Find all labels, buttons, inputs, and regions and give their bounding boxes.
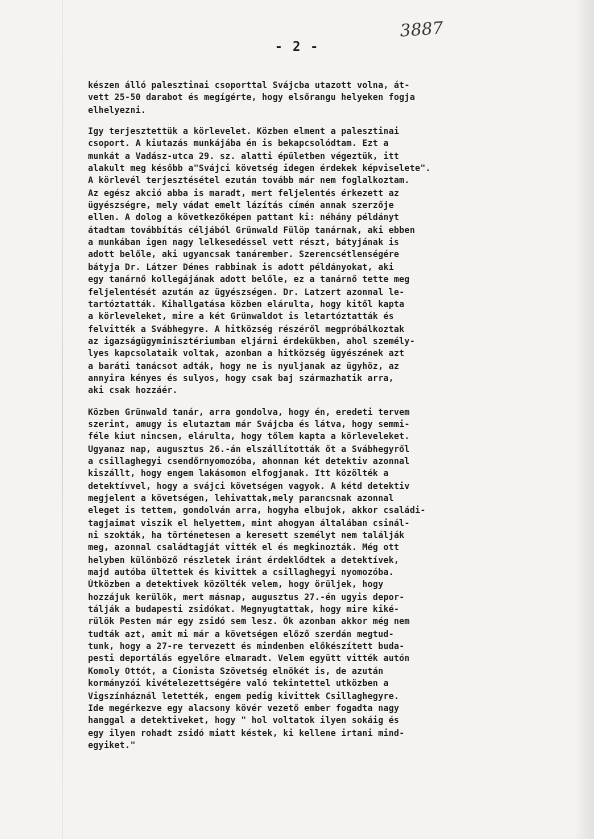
text-line: lyes kapcsolataik voltak, azonban a hitközség ügyészének azt: [88, 349, 405, 360]
archive-number: 3887: [399, 18, 444, 42]
text-line: tudták azt, amit mi már a követségen előző szerdán megtud-: [88, 629, 394, 640]
text-line: alakult meg később a"Svájci követség idegen érdekek képviselete".: [88, 164, 431, 175]
text-line: A körlevél terjesztésétel ezután tovább már nem foglalkoztam.: [88, 176, 410, 187]
text-line: detektívvel, hogy a svájci követségen vagyok. A kétd detektiv: [88, 481, 410, 492]
text-line: munkát a Vadász-utca 29. sz. alatti épületben végeztük, itt: [88, 151, 400, 162]
page-number: - 2 -: [274, 40, 320, 55]
text-line: rülök Pesten már egy zsidó sem lesz. Ők azonban akkor még nem: [88, 617, 410, 628]
text-line: a csillaghegyi csendőrnyomozóba, ahonnan két detektiv azonnal: [88, 456, 410, 467]
text-line: adott belőle, aki ugyancsak tanárember. Szerencsétlenségére: [88, 250, 400, 261]
text-line: szerint, amugy is elutaztam már Svájcba és látva, hogy semmi-: [88, 419, 410, 430]
paragraph: [88, 126, 578, 398]
text-line: helyben különböző részletek iránt érdeklődtek a detektívek,: [88, 555, 400, 566]
text-line: Vigszínháznál letették, engem pedig kivittek Csillaghegyre.: [88, 691, 400, 702]
text-line: féle kiut nincsen, elárulta, hogy tőlem kapta a körleveleket.: [88, 432, 410, 443]
text-line: felvitték a Svábhegyre. A hitközség részéről megpróbálkoztak: [88, 324, 405, 335]
paragraph: [88, 80, 578, 117]
text-line: a körleveleket, mire a két Grünwaldot is letartóztatták és: [88, 312, 394, 323]
text-line: csoport. A kiutazás munkájába én is bekapcsolódtam. Ezt a: [88, 139, 389, 150]
text-line: hanggal a detektiveket, hogy " hol voltatok ilyen sokáig és: [88, 716, 400, 727]
text-line: majd autóba ültettek és kivittek a csillaghegyi nyomozóba.: [88, 568, 394, 579]
text-line: tagjaimat viszik el helyettem, mint ahogyan általában csinál-: [88, 518, 410, 529]
text-line: tunk, hogy a 27-re tervezett és mindenben előkészített buda-: [88, 642, 405, 653]
text-line: az igazságügyminisztériumban eljárni érdekükben, ahol személy-: [88, 336, 415, 347]
text-line: Ugyanaz nap, augusztus 26.-án elszállították őt a Svábhegyről: [88, 444, 410, 455]
text-line: kormányzói kivételezettségére való tekintettel utközben a: [88, 679, 389, 690]
text-line: egyiket.": [88, 740, 136, 751]
text-line: tartóztatták. Kihallgatása közben elárulta, hogy kitől kapta: [88, 299, 405, 310]
document-body: [88, 80, 578, 761]
text-line: feljelentését azután az ügyészségen. Dr. Latzert azonnal le-: [88, 287, 405, 298]
text-line: eleget is tettem, gondolván arra, hogyha elbujok, akkor családi-: [88, 506, 426, 517]
text-line: tálják a budapesti zsidókat. Megnyugtattak, hogy mire kiké-: [88, 605, 400, 616]
text-line: pesti deportálás egyelőre elmaradt. Velem együtt vitték autón: [88, 654, 410, 665]
text-line: Az egész akció abba is maradt, mert feljelentés érkezett az: [88, 188, 400, 199]
text-line: a munkában igen nagy lelkesedéssel vett részt, bátyjának is: [88, 238, 400, 249]
text-line: Komoly Ottót, a Cionista Szövetség elnökét is, de azután: [88, 666, 384, 677]
text-line: annyira kényes és sulyos, hogy csak baj származhatik arra,: [88, 373, 394, 384]
text-line: meg, azonnal családtagját vitték el és megkinozták. Még ott: [88, 543, 400, 554]
text-line: kiszállt, hogy engem lakásomon elfogjanak. Itt közölték a: [88, 469, 389, 480]
text-line: a baráti tanácsot adták, hogy ne is nyuljanak az ügyhöz, az: [88, 361, 400, 372]
text-line: vett 25-50 darabot és megígérte, hogy elsőrangu helyeken fogja: [88, 93, 415, 104]
text-line: készen álló palesztinai csoporttal Svájcba utazott volna, át-: [88, 81, 410, 91]
text-line: egy tanárnő kollegájának adott belőle, ez a tanárnő tette meg: [88, 275, 410, 286]
text-line: ellen. A dolog a következőképen pattant ki: néhány példányt: [88, 213, 400, 224]
text-line: aki csak hozzáér.: [88, 386, 178, 397]
text-line: Útközben a detektivek közölték velem, hogy örüljek, hogy: [88, 580, 384, 591]
text-line: ügyészségre, mely vádat emelt lázítás címén annak szerzője: [88, 201, 394, 212]
page-fold-line: [62, 0, 63, 839]
text-line: elhelyezni.: [88, 105, 147, 116]
text-line: ni szokták, ha történetesen a keresett személyt nem találják: [88, 531, 405, 542]
text-line: hozzájuk kerülök, mert másnap, augusztus 27.-én ugyis depor-: [88, 592, 405, 603]
text-line: átadtam továbbítás céljából Grünwald Fülöp tanárnak, aki ebben: [88, 225, 415, 236]
text-line: bátyja Dr. Látzer Dénes rabbinak is adott példányokat, aki: [88, 262, 394, 273]
text-line: megjelent a követségen, lehivattak,mely parancsnak azonnal: [88, 494, 394, 504]
text-line: Igy terjesztettük a körlevelet. Közben elment a palesztinai: [88, 127, 400, 138]
text-line: Közben Grünwald tanár, arra gondolva, hogy én, eredeti tervem: [88, 407, 410, 418]
text-line: Ide megérkezve egy alacsony kövér vezető ember fogadta nagy: [88, 703, 400, 714]
paragraph: [88, 407, 578, 753]
text-line: egy ilyen rohadt zsidó miatt késtek, ki kellene irtani mind-: [88, 728, 405, 739]
